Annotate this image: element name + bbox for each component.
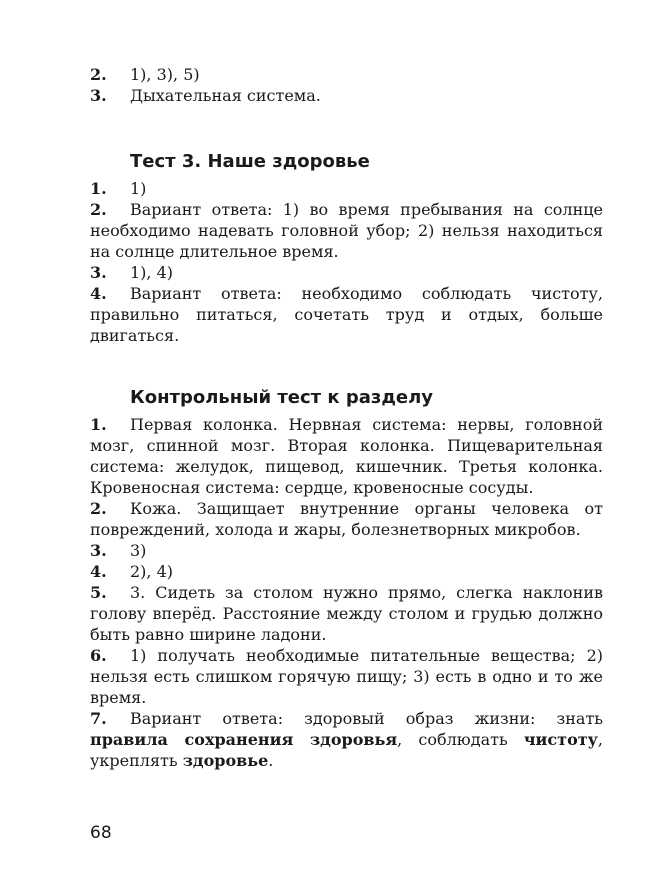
answer-text-part: , соблюдать [397,730,524,749]
answer-number: 2. [90,499,107,518]
answer-number: 1. [90,179,107,198]
answer-text: 1), 4) [130,263,174,282]
test3-answers [90,178,603,346]
answer-text: Вариант ответа: необходимо соблюдать чистоту, правильно питаться, сочетать труд и отдых, больше двигаться. [90,284,603,345]
answer-row [90,64,603,85]
answer-row [90,414,603,498]
answer-row [90,262,603,283]
answer-text: 1) [130,179,147,198]
answer-number: 3. [90,541,107,560]
control-test-answers [90,414,603,771]
answer-number: 1. [90,415,107,434]
answer-row [90,283,603,346]
answer-row [90,645,603,708]
answer-text-part: Вариант ответа: здоровый образ жизни: знать [130,709,603,728]
answer-text: 3) [130,541,147,560]
answer-text: Первая колонка. Нервная система: нервы, головной мозг, спинной мозг. Вторая колонка. Пищеварительная система: желудок, пищевод, кишечник. Третья колонка. Кровеносная система: сердце, кровеносные сосуды. [90,415,603,497]
answer-number: 4. [90,562,107,581]
answer-text: 1) получать необходимые питательные вещества; 2) нельзя есть слишком горячую пищу; 3) есть в одно и то же время. [90,646,603,707]
answer-number: 6. [90,646,107,665]
test3-title: Тест 3. Наше здоровье [130,151,370,172]
answer-row [90,708,603,771]
page-number: 68 [90,823,112,843]
answer-text: 2), 4) [130,562,174,581]
answer-text: Вариант ответа: 1) во время пребывания на солнце необходимо надевать головной убор; 2) нельзя находиться на солнце длительное время. [90,200,603,261]
answer-row [90,85,603,106]
answer-row [90,178,603,199]
emphasized-text: чистоту [523,730,598,749]
answer-row [90,199,603,262]
emphasized-text: правила сохранения здоровья [90,730,398,749]
emphasized-text: здоровье [182,751,269,770]
answer-number: 3. [90,263,107,282]
answer-row [90,540,603,561]
answer-row [90,582,603,645]
answer-text: 3. Сидеть за столом нужно прямо, слегка наклонив голову вперёд. Расстояние между столом и грудью должно быть равно ширине ладони. [90,583,603,644]
control-test-title: Контрольный тест к разделу [130,387,434,408]
answer-text: Кожа. Защищает внутренние органы человека от повреждений, холода и жары, болезнетворных микробов. [90,499,603,539]
answer-row [90,498,603,540]
answer-number: 7. [90,709,107,728]
answer-text-part: , укреплять [90,730,603,770]
answer-number: 5. [90,583,107,602]
answer-text-part: . [268,751,274,770]
answer-text: 1), 3), 5) [130,65,200,84]
top-answers [90,64,603,106]
answer-number: 4. [90,284,107,303]
answer-row [90,561,603,582]
answer-number: 2. [90,200,107,219]
answer-text: Дыхательная система. [130,86,321,105]
answer-number: 3. [90,86,107,105]
answer-number: 2. [90,65,107,84]
